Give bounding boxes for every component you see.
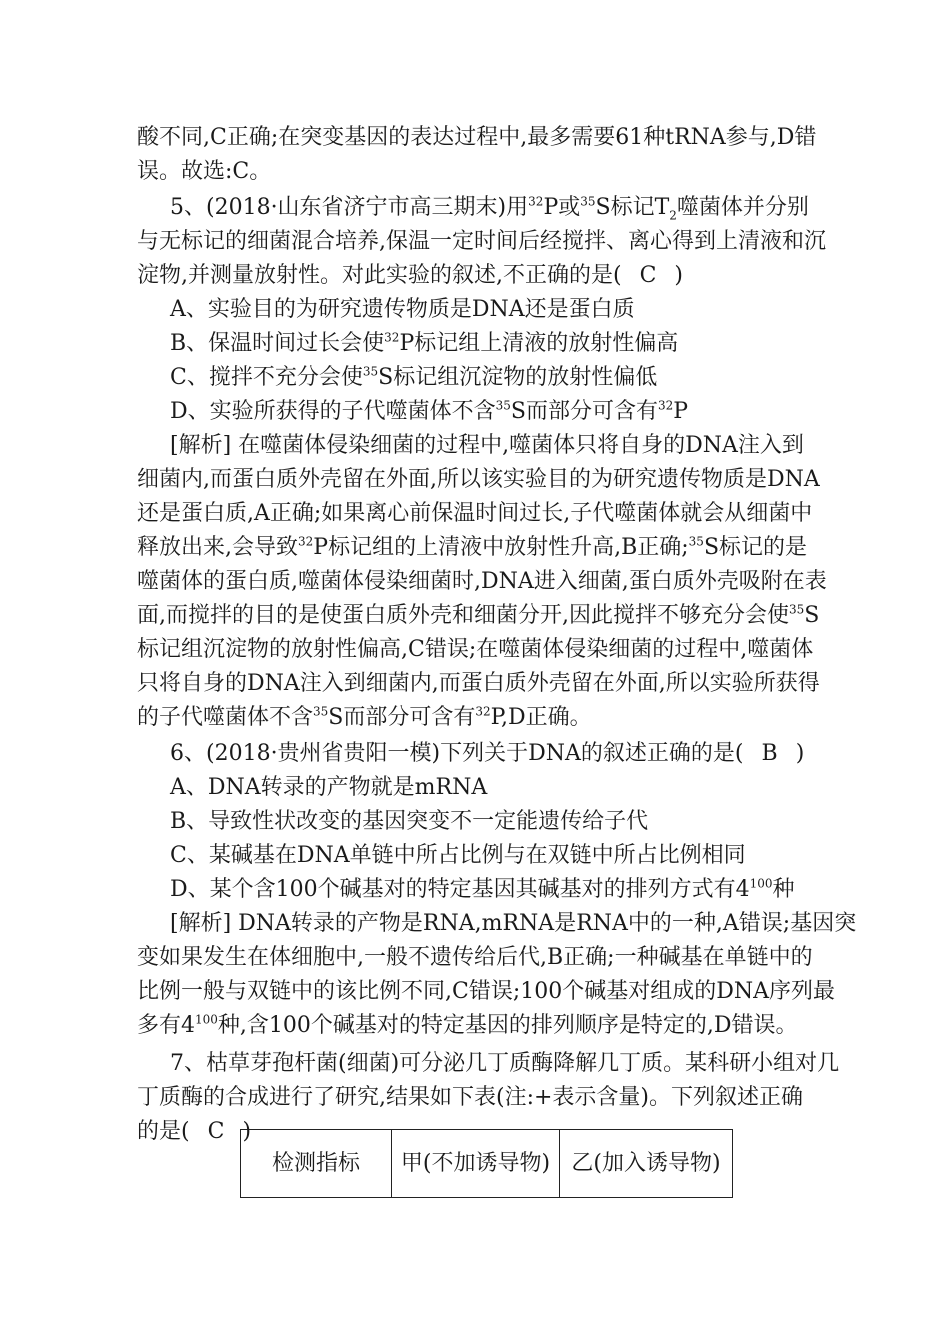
question-7-line: 的是( C ) [137,1119,252,1144]
results-table [240,1129,733,1198]
table-header-cell: 检测指标 [241,1130,392,1198]
table-header-row [241,1130,733,1198]
option-c: C、某碱基在DNA单链中所占比例与在双链中所占比例相同 [170,843,746,868]
explanation-line: [解析] DNA转录的产物是RNA,mRNA是RNA中的一种,A错误;基因突 [170,911,857,936]
explanation-line: 噬菌体的蛋白质,噬菌体侵染细菌时,DNA进入细菌,蛋白质外壳吸附在表 [137,569,827,594]
table-header-cell: 甲(不加诱导物) [392,1130,560,1198]
explanation-line: 面,而搅拌的目的是使蛋白质外壳和细菌分开,因此搅拌不够充分会使$^{35}$S [137,602,820,628]
option-b: B、保温时间过长会使$^{32}$P标记组上清液的放射性偏高 [170,330,679,356]
explanation-line: 细菌内,而蛋白质外壳留在外面,所以该实验目的为研究遗传物质是DNA [137,467,820,492]
answer-q6: B [761,741,778,766]
paragraph-line: 误。故选:C。 [137,159,272,184]
question-5-line: 5、(2018·山东省济宁市高三期末)用$^{32}$P或$^{35}$S标记$T_2$噬菌体并分别 [170,194,809,223]
explanation-line: 变如果发生在体细胞中,一般不遗传给后代,B正确;一种碱基在单链中的 [137,945,813,970]
answer-q5: C [639,263,657,288]
option-d: D、某个含100个碱基对的特定基因其碱基对的排列方式有$4^{100}$种 [170,876,795,902]
question-7-line: 丁质酶的合成进行了研究,结果如下表(注:+表示含量)。下列叙述正确 [137,1085,804,1110]
table-header-cell: 乙(加入诱导物) [560,1130,733,1198]
explanation-line: [解析] 在噬菌体侵染细菌的过程中,噬菌体只将自身的DNA注入到 [170,433,804,458]
explanation-line: 多有$4^{100}$种,含100个碱基对的特定基因的排列顺序是特定的,D错误。 [137,1012,798,1038]
question-5-line: 淀物,并测量放射性。对此实验的叙述,不正确的是( C ) [137,263,684,288]
option-d: D、实验所获得的子代噬菌体不含$^{35}$S而部分可含有$^{32}$P [170,398,689,424]
question-7-line: 7、枯草芽孢杆菌(细菌)可分泌几丁质酶降解几丁质。某科研小组对几 [170,1051,840,1076]
answer-q7: C [207,1119,225,1144]
option-a: A、实验目的为研究遗传物质是DNA还是蛋白质 [170,297,635,322]
explanation-line: 还是蛋白质,A正确;如果离心前保温时间过长,子代噬菌体就会从细菌中 [137,501,813,526]
explanation-line: 的子代噬菌体不含$^{35}$S而部分可含有$^{32}$P,D正确。 [137,704,592,730]
explanation-line: 只将自身的DNA注入到细菌内,而蛋白质外壳留在外面,所以实验所获得 [137,671,820,696]
explanation-line: 释放出来,会导致$^{32}$P标记组的上清液中放射性升高,B正确;$^{35}$S标记的是 [137,534,808,560]
option-b: B、导致性状改变的基因突变不一定能遗传给子代 [170,809,649,834]
question-5-line: 与无标记的细菌混合培养,保温一定时间后经搅拌、离心得到上清液和沉 [137,229,826,254]
option-a: A、DNA转录的产物就是mRNA [170,775,488,800]
explanation-line: 比例一般与双链中的该比例不同,C错误;100个碱基对组成的DNA序列最 [137,979,836,1004]
question-6-line: 6、(2018·贵州省贵阳一模)下列关于DNA的叙述正确的是( B ) [170,741,805,766]
paragraph-line: 酸不同,C正确;在突变基因的表达过程中,最多需要61种tRNA参与,D错 [137,125,817,150]
option-c: C、搅拌不充分会使$^{35}$S标记组沉淀物的放射性偏低 [170,364,658,390]
explanation-line: 标记组沉淀物的放射性偏高,C错误;在噬菌体侵染细菌的过程中,噬菌体 [137,637,814,662]
